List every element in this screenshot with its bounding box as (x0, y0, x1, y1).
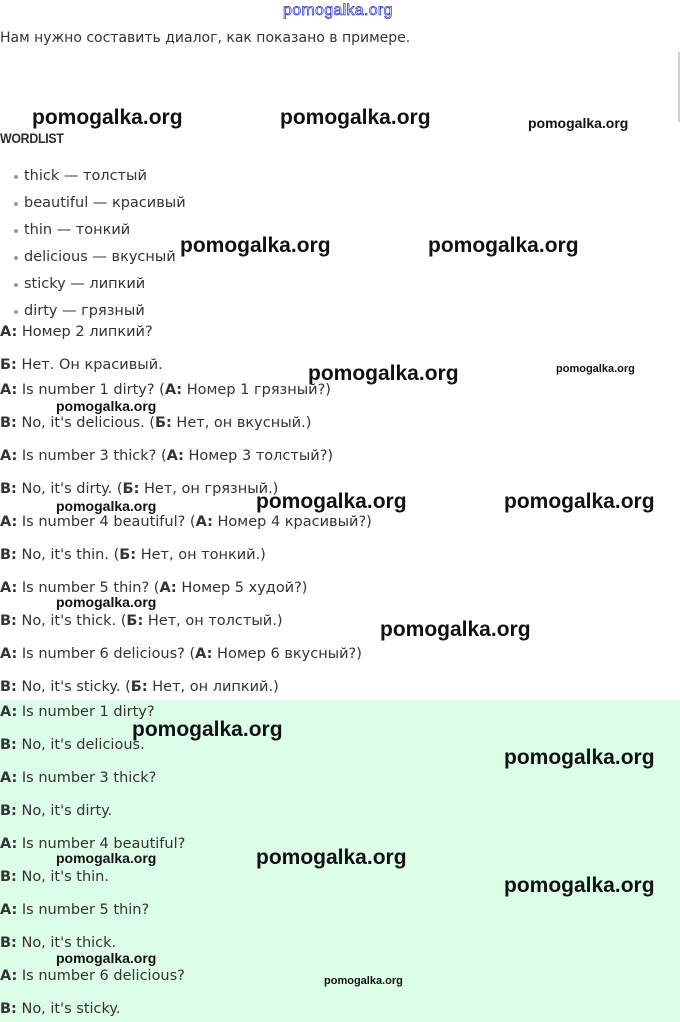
watermark: pomogalka.org (132, 718, 283, 741)
speaker-label: A: (0, 770, 18, 786)
translation-text: Нет, он толстый.) (143, 613, 283, 629)
watermark: pomogalka.org (504, 490, 655, 513)
bullet-icon (14, 202, 18, 206)
watermark: pomogalka.org (280, 106, 431, 129)
wordlist-heading: WORDLIST (0, 130, 64, 146)
speaker-label: B: (0, 869, 17, 885)
watermark: pomogalka.org (56, 398, 157, 414)
word-text: thin — тонкий (24, 222, 131, 238)
speaker-label: Б: (130, 679, 148, 695)
answer-line (0, 968, 185, 984)
line-text: No, it's delicious. (16, 737, 145, 753)
translation-text: Номер 4 красивый?) (212, 514, 372, 530)
speaker-label: A: (0, 382, 18, 398)
watermark: pomogalka.org (180, 234, 331, 257)
list-item (0, 245, 186, 272)
speaker-label: B: (0, 737, 17, 753)
answer-line (0, 770, 156, 786)
line-text: No, it's thin. (16, 869, 109, 885)
site-title: pomogalka.org (283, 2, 393, 19)
line-text: No, it's sticky. ( (16, 679, 131, 695)
translation-text: Номер 5 худой?) (176, 580, 308, 596)
speaker-label: Б: (0, 357, 17, 373)
translation-text: Нет, он тонкий.) (136, 547, 266, 563)
watermark: pomogalka.org (56, 950, 157, 966)
word-text: dirty — грязный (24, 303, 145, 319)
line-text: Is number 3 thick? (17, 770, 157, 786)
line-text: Is number 4 beautiful? ( (17, 514, 196, 530)
line-text: No, it's delicious. ( (16, 415, 155, 431)
speaker-label: Б: (119, 547, 137, 563)
word-text: thick — толстый (24, 168, 147, 184)
speaker-label: A: (0, 324, 18, 340)
speaker-label: Б: (122, 481, 140, 497)
intro-text: Нам нужно составить диалог, как показано в примере. (0, 30, 411, 46)
bullet-icon (14, 310, 18, 314)
translation-text: Номер 3 толстый?) (183, 448, 334, 464)
speaker-label: A: (164, 382, 183, 398)
watermark: pomogalka.org (32, 106, 183, 129)
line-text: Is number 1 dirty? (17, 704, 155, 720)
watermark: pomogalka.org (556, 363, 635, 375)
speaker-label: A: (166, 448, 184, 464)
example-line (0, 357, 163, 373)
speaker-label: A: (0, 836, 18, 852)
dialog-line (0, 679, 279, 695)
translation-text: Нет, он вкусный.) (171, 415, 312, 431)
speaker-label: B: (0, 679, 17, 695)
watermark: pomogalka.org (256, 490, 407, 513)
word-text: sticky — липкий (24, 276, 146, 292)
line-text: No, it's sticky. (16, 1001, 121, 1017)
speaker-label: Б: (126, 613, 144, 629)
watermark: pomogalka.org (308, 362, 459, 385)
list-item (0, 299, 186, 326)
dialog-line (0, 382, 331, 398)
line-text: No, it's thick. ( (16, 613, 127, 629)
word-text: beautiful — красивый (24, 195, 186, 211)
speaker-label: B: (0, 547, 17, 563)
speaker-label: A: (0, 448, 18, 464)
dialog-line (0, 514, 372, 530)
line-text: Is number 6 delicious? ( (17, 646, 196, 662)
list-item (0, 272, 186, 299)
word-text: delicious — вкусный (24, 249, 176, 265)
line-text: Is number 1 dirty? ( (17, 382, 165, 398)
watermark: pomogalka.org (256, 846, 407, 869)
watermark: pomogalka.org (56, 498, 157, 514)
speaker-label: A: (159, 580, 177, 596)
example-line (0, 324, 153, 340)
speaker-label: A: (195, 514, 213, 530)
answer-line (0, 737, 145, 753)
dialog-line (0, 415, 311, 431)
list-item (0, 218, 186, 245)
speaker-label: A: (0, 580, 18, 596)
answer-line (0, 935, 116, 951)
line-text: Is number 3 thick? ( (17, 448, 167, 464)
dialog-line (0, 646, 362, 662)
watermark: pomogalka.org (528, 115, 629, 131)
wordlist (0, 164, 186, 326)
speaker-label: A: (0, 646, 18, 662)
bullet-icon (14, 229, 18, 233)
line-text: Is number 6 delicious? (17, 968, 185, 984)
list-item (0, 191, 186, 218)
speaker-label: A: (0, 704, 18, 720)
speaker-label: B: (0, 481, 17, 497)
watermark: pomogalka.org (428, 234, 579, 257)
line-text: Is number 5 thin? ( (17, 580, 160, 596)
dialog-line (0, 448, 333, 464)
dialog-line (0, 613, 282, 629)
line-text: Номер 2 липкий? (17, 324, 153, 340)
speaker-label: B: (0, 803, 17, 819)
speaker-label: A: (0, 968, 18, 984)
watermark: pomogalka.org (504, 874, 655, 897)
list-item (0, 164, 186, 191)
speaker-label: Б: (154, 415, 172, 431)
speaker-label: A: (0, 514, 18, 530)
line-text: Нет. Он красивый. (16, 357, 163, 373)
answer-line (0, 1001, 121, 1017)
speaker-label: B: (0, 1001, 17, 1017)
line-text: Is number 5 thin? (17, 902, 150, 918)
line-text: No, it's dirty. ( (16, 481, 123, 497)
line-text: No, it's thin. ( (16, 547, 120, 563)
translation-text: Нет, он липкий.) (147, 679, 279, 695)
speaker-label: B: (0, 935, 17, 951)
speaker-label: B: (0, 613, 17, 629)
answer-line (0, 803, 112, 819)
line-text: No, it's dirty. (16, 803, 113, 819)
answer-line (0, 869, 109, 885)
watermark: pomogalka.org (324, 975, 403, 987)
answer-line (0, 902, 149, 918)
speaker-label: A: (195, 646, 213, 662)
line-text: Is number 4 beautiful? (17, 836, 186, 852)
speaker-label: A: (0, 902, 18, 918)
line-text: No, it's thick. (16, 935, 117, 951)
bullet-icon (14, 283, 18, 287)
watermark: pomogalka.org (56, 594, 157, 610)
dialog-line (0, 481, 278, 497)
bullet-icon (14, 256, 18, 260)
watermark: pomogalka.org (56, 850, 157, 866)
dialog-line (0, 547, 266, 563)
translation-text: Нет, он грязный.) (139, 481, 279, 497)
watermark: pomogalka.org (380, 618, 531, 641)
translation-text: Номер 6 вкусный?) (212, 646, 362, 662)
watermark: pomogalka.org (504, 746, 655, 769)
translation-text: Номер 1 грязный?) (182, 382, 331, 398)
speaker-label: B: (0, 415, 17, 431)
bullet-icon (14, 175, 18, 179)
